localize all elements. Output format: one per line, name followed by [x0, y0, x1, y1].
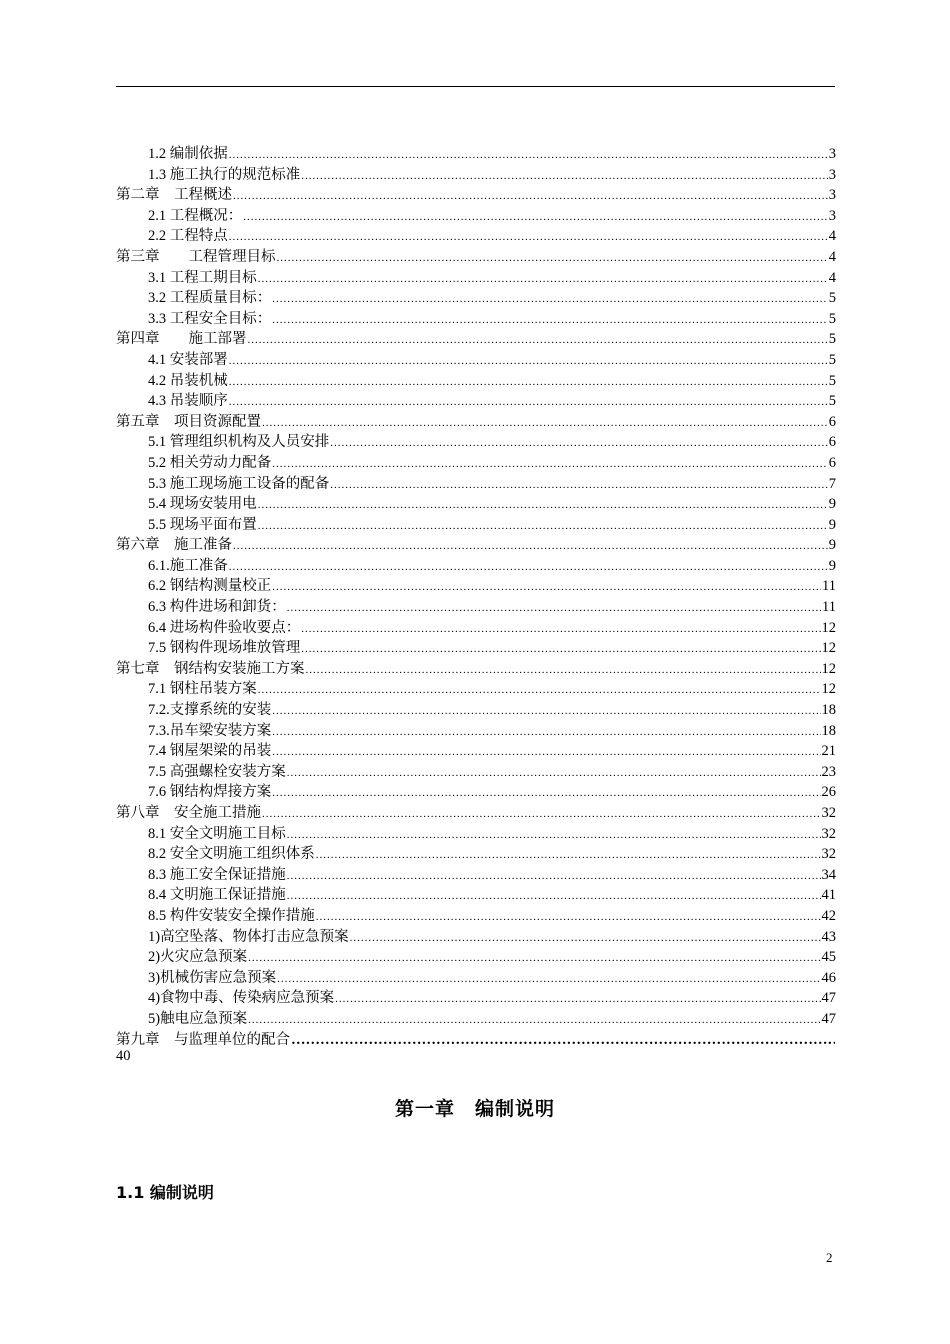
- toc-entry[interactable]: [116, 329, 836, 350]
- toc-entry[interactable]: [116, 453, 836, 474]
- toc-entry-label: 6.1.施工准备: [148, 557, 228, 574]
- toc-entry[interactable]: [116, 391, 836, 412]
- toc-entry-page: 5: [828, 351, 836, 368]
- toc-dot-leader: [262, 804, 821, 824]
- toc-entry[interactable]: [116, 947, 836, 968]
- toc-dot-leader: [229, 351, 828, 371]
- toc-entry-page: 32: [821, 825, 836, 842]
- toc-entry[interactable]: [116, 638, 836, 659]
- toc-dot-leader: [272, 454, 828, 474]
- toc-dot-leader: [272, 783, 820, 803]
- toc-dot-leader: [350, 928, 821, 948]
- toc-entry-page: 5: [828, 290, 836, 307]
- toc-entry-label: 7.2.支撑系统的安装: [148, 702, 272, 719]
- toc-entry-label: 第五章 项目资源配置: [116, 413, 261, 430]
- toc-entry-page: 11: [822, 578, 836, 595]
- toc-dot-leader: [248, 330, 828, 350]
- toc-entry-page: 4: [828, 269, 836, 286]
- toc-entry-label: 6.4 进场构件验收要点：: [148, 619, 301, 636]
- toc-entry-last[interactable]: [116, 1030, 836, 1051]
- toc-entry-page: 9: [828, 516, 836, 533]
- toc-dot-leader: [272, 289, 828, 309]
- toc-entry-page: 12: [821, 619, 836, 636]
- toc-dot-leader: [229, 372, 828, 392]
- toc-entry-page: 12: [821, 640, 836, 657]
- toc-dot-leader: [233, 536, 828, 556]
- toc-dot-leader: [272, 310, 828, 330]
- toc-dot-leader: [287, 886, 821, 906]
- toc-entry-label: 4.2 吊装机械: [148, 372, 228, 389]
- toc-entry[interactable]: [116, 412, 836, 433]
- toc-entry[interactable]: [116, 906, 836, 927]
- toc-entry-label: 4.3 吊装顺序: [148, 393, 228, 410]
- toc-entry[interactable]: [116, 700, 836, 721]
- toc-entry-label: 3.3 工程安全目标：: [148, 310, 272, 327]
- table-of-contents: [116, 144, 836, 1050]
- toc-entry-label: 8.1 安全文明施工目标: [148, 825, 286, 842]
- toc-entry-page: 46: [821, 969, 836, 986]
- toc-entry-label: 7.3.吊车梁安装方案: [148, 722, 272, 739]
- toc-entry-label: 5.4 现场安装用电: [148, 496, 257, 513]
- toc-dot-leader: [277, 248, 828, 268]
- toc-entry[interactable]: [116, 968, 836, 989]
- toc-entry-page: 26: [821, 784, 836, 801]
- toc-dot-leader: [291, 1030, 835, 1051]
- toc-entry-page: 9: [828, 537, 836, 554]
- toc-entry-page: 45: [821, 949, 836, 966]
- toc-dot-leader: [316, 845, 821, 865]
- toc-entry-page: 3: [828, 146, 836, 162]
- toc-entry-label: 第六章 施工准备: [116, 537, 232, 554]
- toc-dot-leader: [258, 495, 828, 515]
- toc-entry-label: 8.5 构件安装安全操作措施: [148, 907, 315, 924]
- toc-dot-leader: [272, 577, 821, 597]
- toc-entry-page: 18: [821, 702, 836, 719]
- toc-dot-leader: [272, 722, 820, 742]
- toc-dot-leader: [301, 619, 820, 639]
- toc-dot-leader: [243, 207, 828, 227]
- toc-entry-page: 6: [828, 434, 836, 451]
- toc-dot-leader: [258, 516, 828, 536]
- toc-entry-label: 8.2 安全文明施工组织体系: [148, 846, 315, 863]
- toc-entry[interactable]: [116, 597, 836, 618]
- toc-entry-label: 第三章 工程管理目标: [116, 248, 276, 265]
- toc-entry-label: 第四章 施工部署: [116, 331, 247, 348]
- toc-entry-page: 12: [821, 681, 836, 698]
- toc-entry[interactable]: [116, 762, 836, 783]
- toc-entry-label: 第二章 工程概述: [116, 187, 232, 204]
- toc-dot-leader: [262, 413, 828, 433]
- toc-entry-label: 7.6 钢结构焊接方案: [148, 784, 272, 801]
- toc-entry[interactable]: [116, 432, 836, 453]
- toc-entry-label: 3.1 工程工期目标: [148, 269, 257, 286]
- toc-entry[interactable]: [116, 741, 836, 762]
- toc-entry[interactable]: [116, 1009, 836, 1030]
- toc-entry-label: 5.2 相关劳动力配备: [148, 454, 272, 471]
- toc-dot-leader: [272, 701, 820, 721]
- section-heading: 1.1 编制说明: [116, 1183, 214, 1202]
- toc-entry[interactable]: [116, 824, 836, 845]
- toc-entry-label: 8.4 文明施工保证措施: [148, 887, 286, 904]
- toc-dot-leader: [287, 598, 821, 618]
- toc-entry-page: 9: [828, 557, 836, 574]
- toc-entry-page: 6: [828, 454, 836, 471]
- toc-dot-leader: [277, 969, 820, 989]
- toc-dot-leader: [229, 145, 828, 165]
- toc-entry[interactable]: [116, 226, 836, 247]
- toc-entry[interactable]: [116, 885, 836, 906]
- toc-entry[interactable]: [116, 679, 836, 700]
- toc-entry[interactable]: [116, 206, 836, 227]
- toc-entry-page: 5: [828, 331, 836, 348]
- toc-entry[interactable]: [116, 288, 836, 309]
- toc-entry[interactable]: [116, 988, 836, 1009]
- toc-dot-leader: [301, 639, 820, 659]
- toc-entry-page: 21: [821, 743, 836, 760]
- toc-entry[interactable]: [116, 247, 836, 268]
- toc-entry-label: 7.4 钢屋架梁的吊装: [148, 743, 272, 760]
- toc-entry[interactable]: [116, 576, 836, 597]
- toc-entry-page: 34: [821, 866, 836, 883]
- toc-entry[interactable]: [116, 371, 836, 392]
- toc-entry-label: 1.2 编制依据: [148, 146, 228, 162]
- toc-entry-page: 18: [821, 722, 836, 739]
- toc-entry-label: 4)食物中毒、传染病应急预案: [148, 990, 335, 1007]
- toc-entry[interactable]: [116, 844, 836, 865]
- toc-dot-leader: [258, 680, 821, 700]
- toc-entry-label: 7.5 钢构件现场堆放管理: [148, 640, 301, 657]
- toc-dot-leader: [306, 660, 821, 680]
- toc-entry-page: 3: [828, 187, 836, 204]
- toc-entry[interactable]: [116, 803, 836, 824]
- toc-entry[interactable]: [116, 165, 836, 186]
- toc-entry-label: 1)高空坠落、物体打击应急预案: [148, 928, 349, 945]
- toc-entry[interactable]: [116, 494, 836, 515]
- toc-entry-label: 6.3 构件进场和卸货：: [148, 599, 286, 616]
- toc-entry[interactable]: [116, 659, 836, 680]
- toc-dot-leader: [335, 989, 820, 1009]
- toc-entry-page: 3: [828, 207, 836, 224]
- toc-entry-page: 47: [821, 1010, 836, 1027]
- toc-entry[interactable]: [116, 515, 836, 536]
- toc-entry-page: 23: [821, 763, 836, 780]
- toc-entry[interactable]: [116, 268, 836, 289]
- page-number: 2: [826, 1250, 833, 1265]
- toc-entry-page: 32: [821, 805, 836, 821]
- toc-dot-leader: [233, 186, 828, 206]
- toc-entry-page: 11: [822, 599, 836, 616]
- toc-entry-label: 2.1 工程概况：: [148, 207, 243, 224]
- toc-entry-label: 7.1 钢柱吊装方案: [148, 681, 257, 698]
- toc-entry-page: 4: [828, 248, 836, 265]
- toc-entry-page: 41: [821, 887, 836, 904]
- toc-dot-leader: [229, 227, 828, 247]
- toc-entry-label: 3)机械伤害应急预案: [148, 969, 277, 986]
- toc-entry-page: 32: [821, 846, 836, 863]
- toc-entry-page: 9: [828, 496, 836, 513]
- toc-dot-leader: [301, 166, 828, 186]
- toc-entry-label: 6.2 钢结构测量校正: [148, 578, 272, 595]
- toc-entry[interactable]: [116, 309, 836, 330]
- toc-entry-label: 5.5 现场平面布置: [148, 516, 257, 533]
- toc-entry-label: 第七章 钢结构安装施工方案: [116, 660, 305, 677]
- toc-entry[interactable]: [116, 556, 836, 577]
- toc-entry-label: 2)火灾应急预案: [148, 949, 248, 966]
- toc-dot-leader: [287, 866, 821, 886]
- toc-dot-leader: [316, 907, 821, 927]
- toc-entry[interactable]: [116, 350, 836, 371]
- toc-entry[interactable]: [116, 474, 836, 495]
- toc-entry[interactable]: [116, 185, 836, 206]
- toc-dot-leader: [330, 475, 828, 495]
- toc-entry[interactable]: [116, 865, 836, 886]
- header-rule: [116, 86, 835, 87]
- toc-entry-page: 5: [828, 372, 836, 389]
- toc-entry[interactable]: [116, 144, 836, 165]
- toc-entry-page: 42: [821, 907, 836, 924]
- toc-entry[interactable]: [116, 927, 836, 948]
- toc-entry-page: 7: [828, 475, 836, 492]
- toc-dot-leader: [287, 825, 821, 845]
- toc-entry-label: 1.3 施工执行的规范标准: [148, 166, 301, 183]
- toc-entry-page: 43: [821, 928, 836, 945]
- toc-entry[interactable]: [116, 782, 836, 803]
- toc-dot-leader: [258, 269, 828, 289]
- toc-entry-label: 5.3 施工现场施工设备的配备: [148, 475, 330, 492]
- chapter-heading: 第一章 编制说明: [394, 1098, 555, 1120]
- toc-entry-page: 3: [828, 166, 836, 183]
- toc-entry-label: 第八章 安全施工措施: [116, 805, 261, 821]
- toc-entry-label: 3.2 工程质量目标：: [148, 290, 272, 307]
- toc-entry-label: 4.1 安装部署: [148, 351, 228, 368]
- toc-entry-page: 12: [821, 660, 836, 677]
- toc-entry-page: 5: [828, 393, 836, 410]
- toc-entry-label: 8.3 施工安全保证措施: [148, 866, 286, 883]
- toc-entry-label: 2.2 工程特点: [148, 228, 228, 245]
- toc-entry-page: 6: [828, 413, 836, 430]
- toc-entry-page: 5: [828, 310, 836, 327]
- toc-dot-leader: [330, 433, 828, 453]
- toc-dot-leader: [229, 557, 828, 577]
- toc-entry[interactable]: [116, 618, 836, 639]
- toc-dot-leader: [287, 763, 821, 783]
- toc-entry-page: 47: [821, 990, 836, 1007]
- toc-entry-label: 5.1 管理组织机构及人员安排: [148, 434, 330, 451]
- toc-entry[interactable]: [116, 535, 836, 556]
- toc-dot-leader: [272, 742, 820, 762]
- toc-entry-label: 第九章 与监理单位的配合: [116, 1031, 290, 1048]
- toc-entry-label: 7.5 高强螺栓安装方案: [148, 763, 286, 780]
- toc-dot-leader: [248, 1010, 820, 1030]
- toc-dot-leader: [248, 948, 820, 968]
- toc-entry-label: 5)触电应急预案: [148, 1010, 248, 1027]
- toc-entry-page: 4: [828, 228, 836, 245]
- toc-entry[interactable]: [116, 721, 836, 742]
- toc-dot-leader: [229, 392, 828, 412]
- toc-last-entry-page-wrap: 40: [116, 1048, 131, 1064]
